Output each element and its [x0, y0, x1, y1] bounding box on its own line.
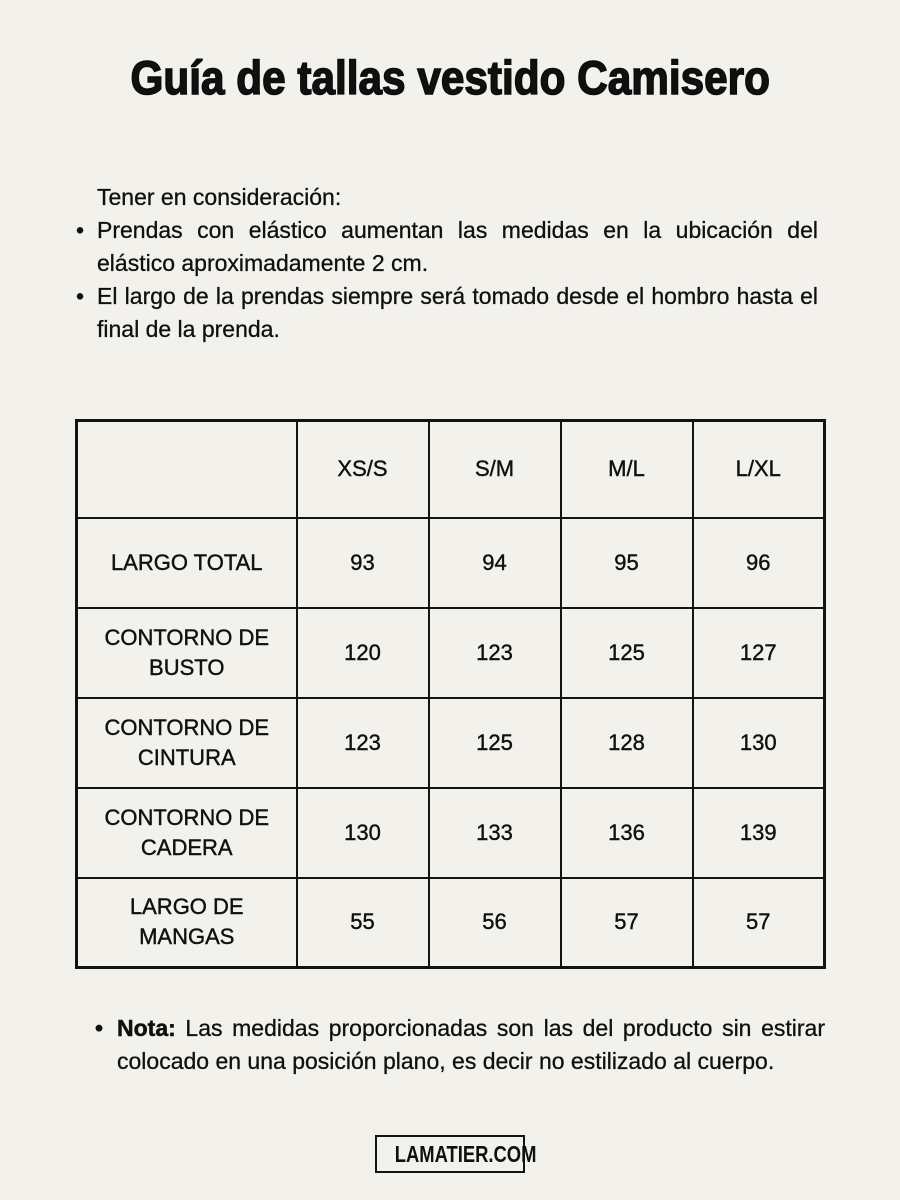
table-row: [77, 698, 825, 788]
column-header: L/XL: [693, 421, 825, 518]
table-cell: 123: [297, 698, 429, 788]
row-label: LARGO DE MANGAS: [77, 878, 297, 968]
table-cell: 130: [693, 698, 825, 788]
table-cell: 95: [561, 518, 693, 608]
table-header-row: [77, 421, 825, 518]
page-title-text: Guía de tallas vestido Camisero: [130, 51, 770, 104]
row-label: CONTORNO DE CINTURA: [77, 698, 297, 788]
note-section: [95, 1012, 825, 1078]
row-label: LARGO TOTAL: [77, 518, 297, 608]
considerations-heading: Tener en consideración:: [97, 184, 342, 210]
list-item: [74, 214, 818, 280]
table-cell: 133: [429, 788, 561, 878]
brand-name: LAMATIER.COM: [394, 1141, 537, 1167]
table-row: [77, 788, 825, 878]
table-row: [77, 878, 825, 968]
table-cell: 130: [297, 788, 429, 878]
size-table-header: [77, 421, 825, 518]
table-cell: 120: [297, 608, 429, 698]
note-text: Las medidas proporcionadas son las del producto sin estirar colocado en una posición plano, es decir no estilizado al cuerpo.: [117, 1015, 826, 1074]
brand-box: [375, 1135, 537, 1173]
considerations-section: [74, 181, 818, 346]
table-cell: 93: [297, 518, 429, 608]
table-cell: 125: [429, 698, 561, 788]
list-item: [74, 280, 818, 346]
size-table: [75, 419, 826, 969]
table-cell: 57: [561, 878, 693, 968]
size-table-body: [77, 518, 825, 968]
table-cell: 125: [561, 608, 693, 698]
table-cell: 123: [429, 608, 561, 698]
row-label: CONTORNO DE BUSTO: [77, 608, 297, 698]
table-cell: 56: [429, 878, 561, 968]
considerations-list: [74, 214, 818, 346]
consideration-text: El largo de la prendas siempre será tomado desde el hombro hasta el final de la prenda.: [97, 283, 818, 342]
note-label: Nota:: [117, 1015, 176, 1041]
table-cell: 139: [693, 788, 825, 878]
page-title: [0, 50, 900, 105]
column-header: M/L: [561, 421, 693, 518]
table-cell: 94: [429, 518, 561, 608]
column-header: XS/S: [297, 421, 429, 518]
table-cell: 96: [693, 518, 825, 608]
table-cell: 55: [297, 878, 429, 968]
row-label: CONTORNO DE CADERA: [77, 788, 297, 878]
table-corner-cell: [77, 421, 297, 518]
footer: [0, 1135, 900, 1173]
table-cell: 57: [693, 878, 825, 968]
table-cell: 136: [561, 788, 693, 878]
table-row: [77, 518, 825, 608]
table-cell: 128: [561, 698, 693, 788]
column-header: S/M: [429, 421, 561, 518]
table-row: [77, 608, 825, 698]
consideration-text: Prendas con elástico aumentan las medidas en la ubicación del elástico aproximadamente 2 cm.: [97, 217, 818, 276]
table-cell: 127: [693, 608, 825, 698]
